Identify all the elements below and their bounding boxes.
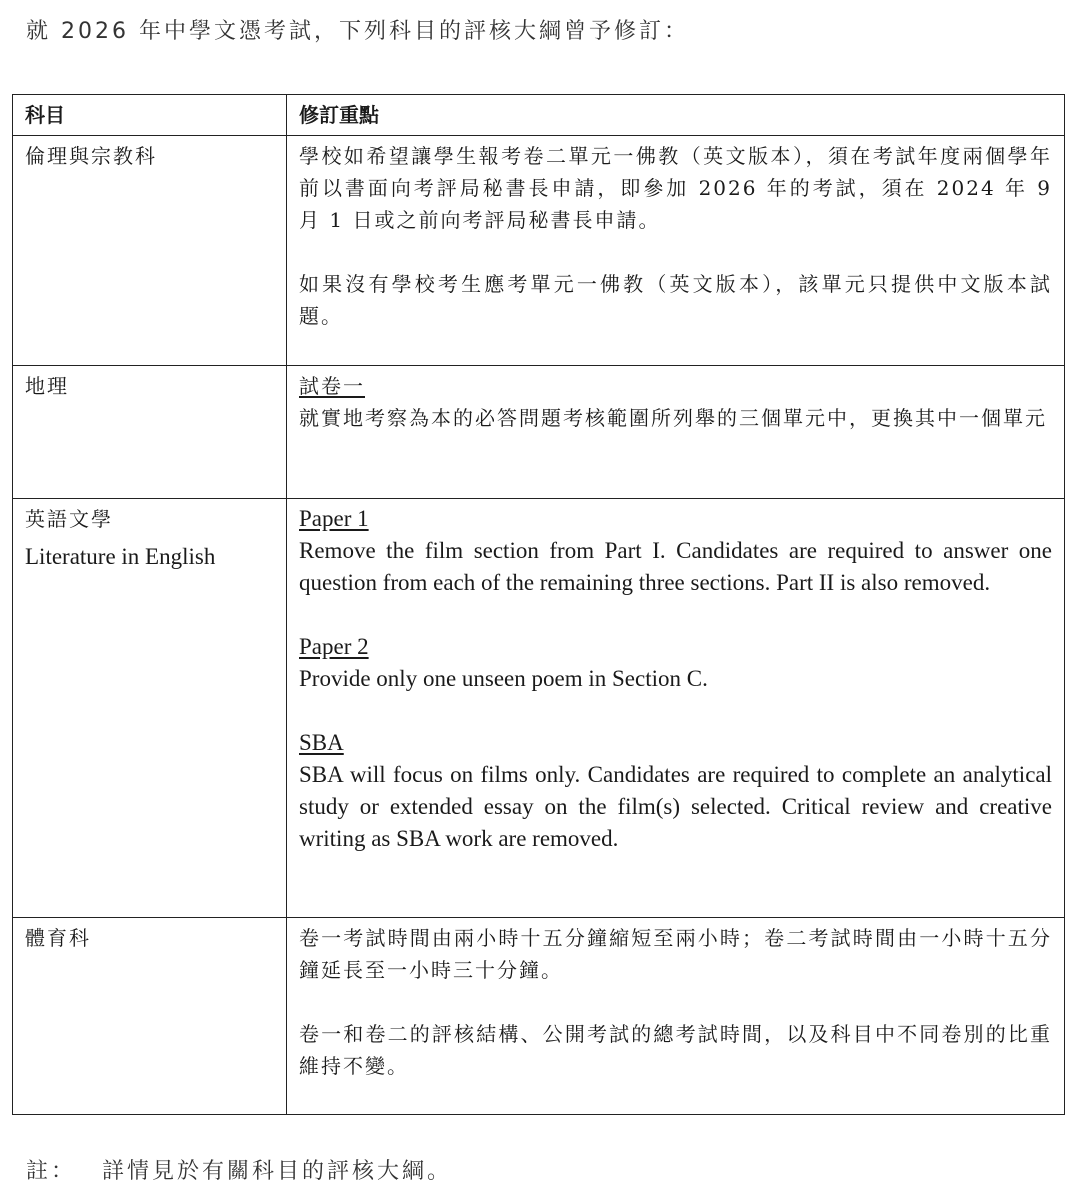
header-subject: 科目 xyxy=(13,95,287,136)
subject-cell xyxy=(13,366,287,499)
revision-cell xyxy=(287,499,1065,918)
revision-paragraph: 卷一和卷二的評核結構、公開考試的總考試時間，以及科目中不同卷別的比重維持不變。 xyxy=(299,1022,1052,1078)
subject-name-english: Literature in English xyxy=(25,544,216,569)
revision-cell xyxy=(287,366,1065,499)
revision-paragraph: SBA will focus on films only. Candidates are required to complete an analytical study or extended essay on the film(s) selected. Critical review and creative writing as SBA work are removed. xyxy=(299,762,1052,851)
table-header-row xyxy=(13,95,1065,136)
table-row xyxy=(13,918,1065,1115)
section-heading: Paper 2 xyxy=(299,634,369,659)
subject-name: 體育科 xyxy=(25,926,91,950)
footnote-label: 註： xyxy=(26,1159,77,1184)
header-revision: 修訂重點 xyxy=(287,95,1065,136)
revision-paragraph: 如果沒有學校考生應考單元一佛教（英文版本），該單元只提供中文版本試題。 xyxy=(299,272,1052,328)
subject-cell xyxy=(13,918,287,1115)
footnote-text: 詳情見於有關科目的評核大綱。 xyxy=(102,1159,453,1184)
revision-cell xyxy=(287,918,1065,1115)
section-heading: 試卷一 xyxy=(299,374,365,398)
revision-paragraph: 學校如希望讓學生報考卷二單元一佛教（英文版本），須在考試年度兩個學年前以書面向考評局秘書長申請，即參加 2026 年的考試，須在 2024 年 9 月 1 日或之前向考評局秘書長申請。 xyxy=(299,144,1052,232)
table-row xyxy=(13,366,1065,499)
revision-paragraph: Remove the film section from Part I. Candidates are required to answer one question from each of the remaining three sections. Part II is also removed. xyxy=(299,538,1052,595)
revision-table xyxy=(12,94,1065,1115)
subject-name: 倫理與宗教科 xyxy=(25,144,157,168)
footnote xyxy=(26,1154,452,1185)
revision-paragraph: 就實地考察為本的必答問題考核範圍所列舉的三個單元中，更換其中一個單元 xyxy=(299,406,1047,430)
revision-paragraph: 卷一考試時間由兩小時十五分鐘縮短至兩小時；卷二考試時間由一小時十五分鐘延長至一小時三十分鐘。 xyxy=(299,926,1052,982)
intro-text: 就 2026 年中學文憑考試，下列科目的評核大綱曾予修訂： xyxy=(26,19,689,44)
section-heading: Paper 1 xyxy=(299,506,369,531)
subject-name: 英語文學 xyxy=(25,507,113,531)
subject-name: 地理 xyxy=(25,374,69,398)
subject-cell xyxy=(13,136,287,366)
table-row xyxy=(13,499,1065,918)
subject-cell xyxy=(13,499,287,918)
section-heading: SBA xyxy=(299,730,344,755)
revision-paragraph: Provide only one unseen poem in Section C. xyxy=(299,666,708,691)
revision-cell xyxy=(287,136,1065,366)
table-row xyxy=(13,136,1065,366)
